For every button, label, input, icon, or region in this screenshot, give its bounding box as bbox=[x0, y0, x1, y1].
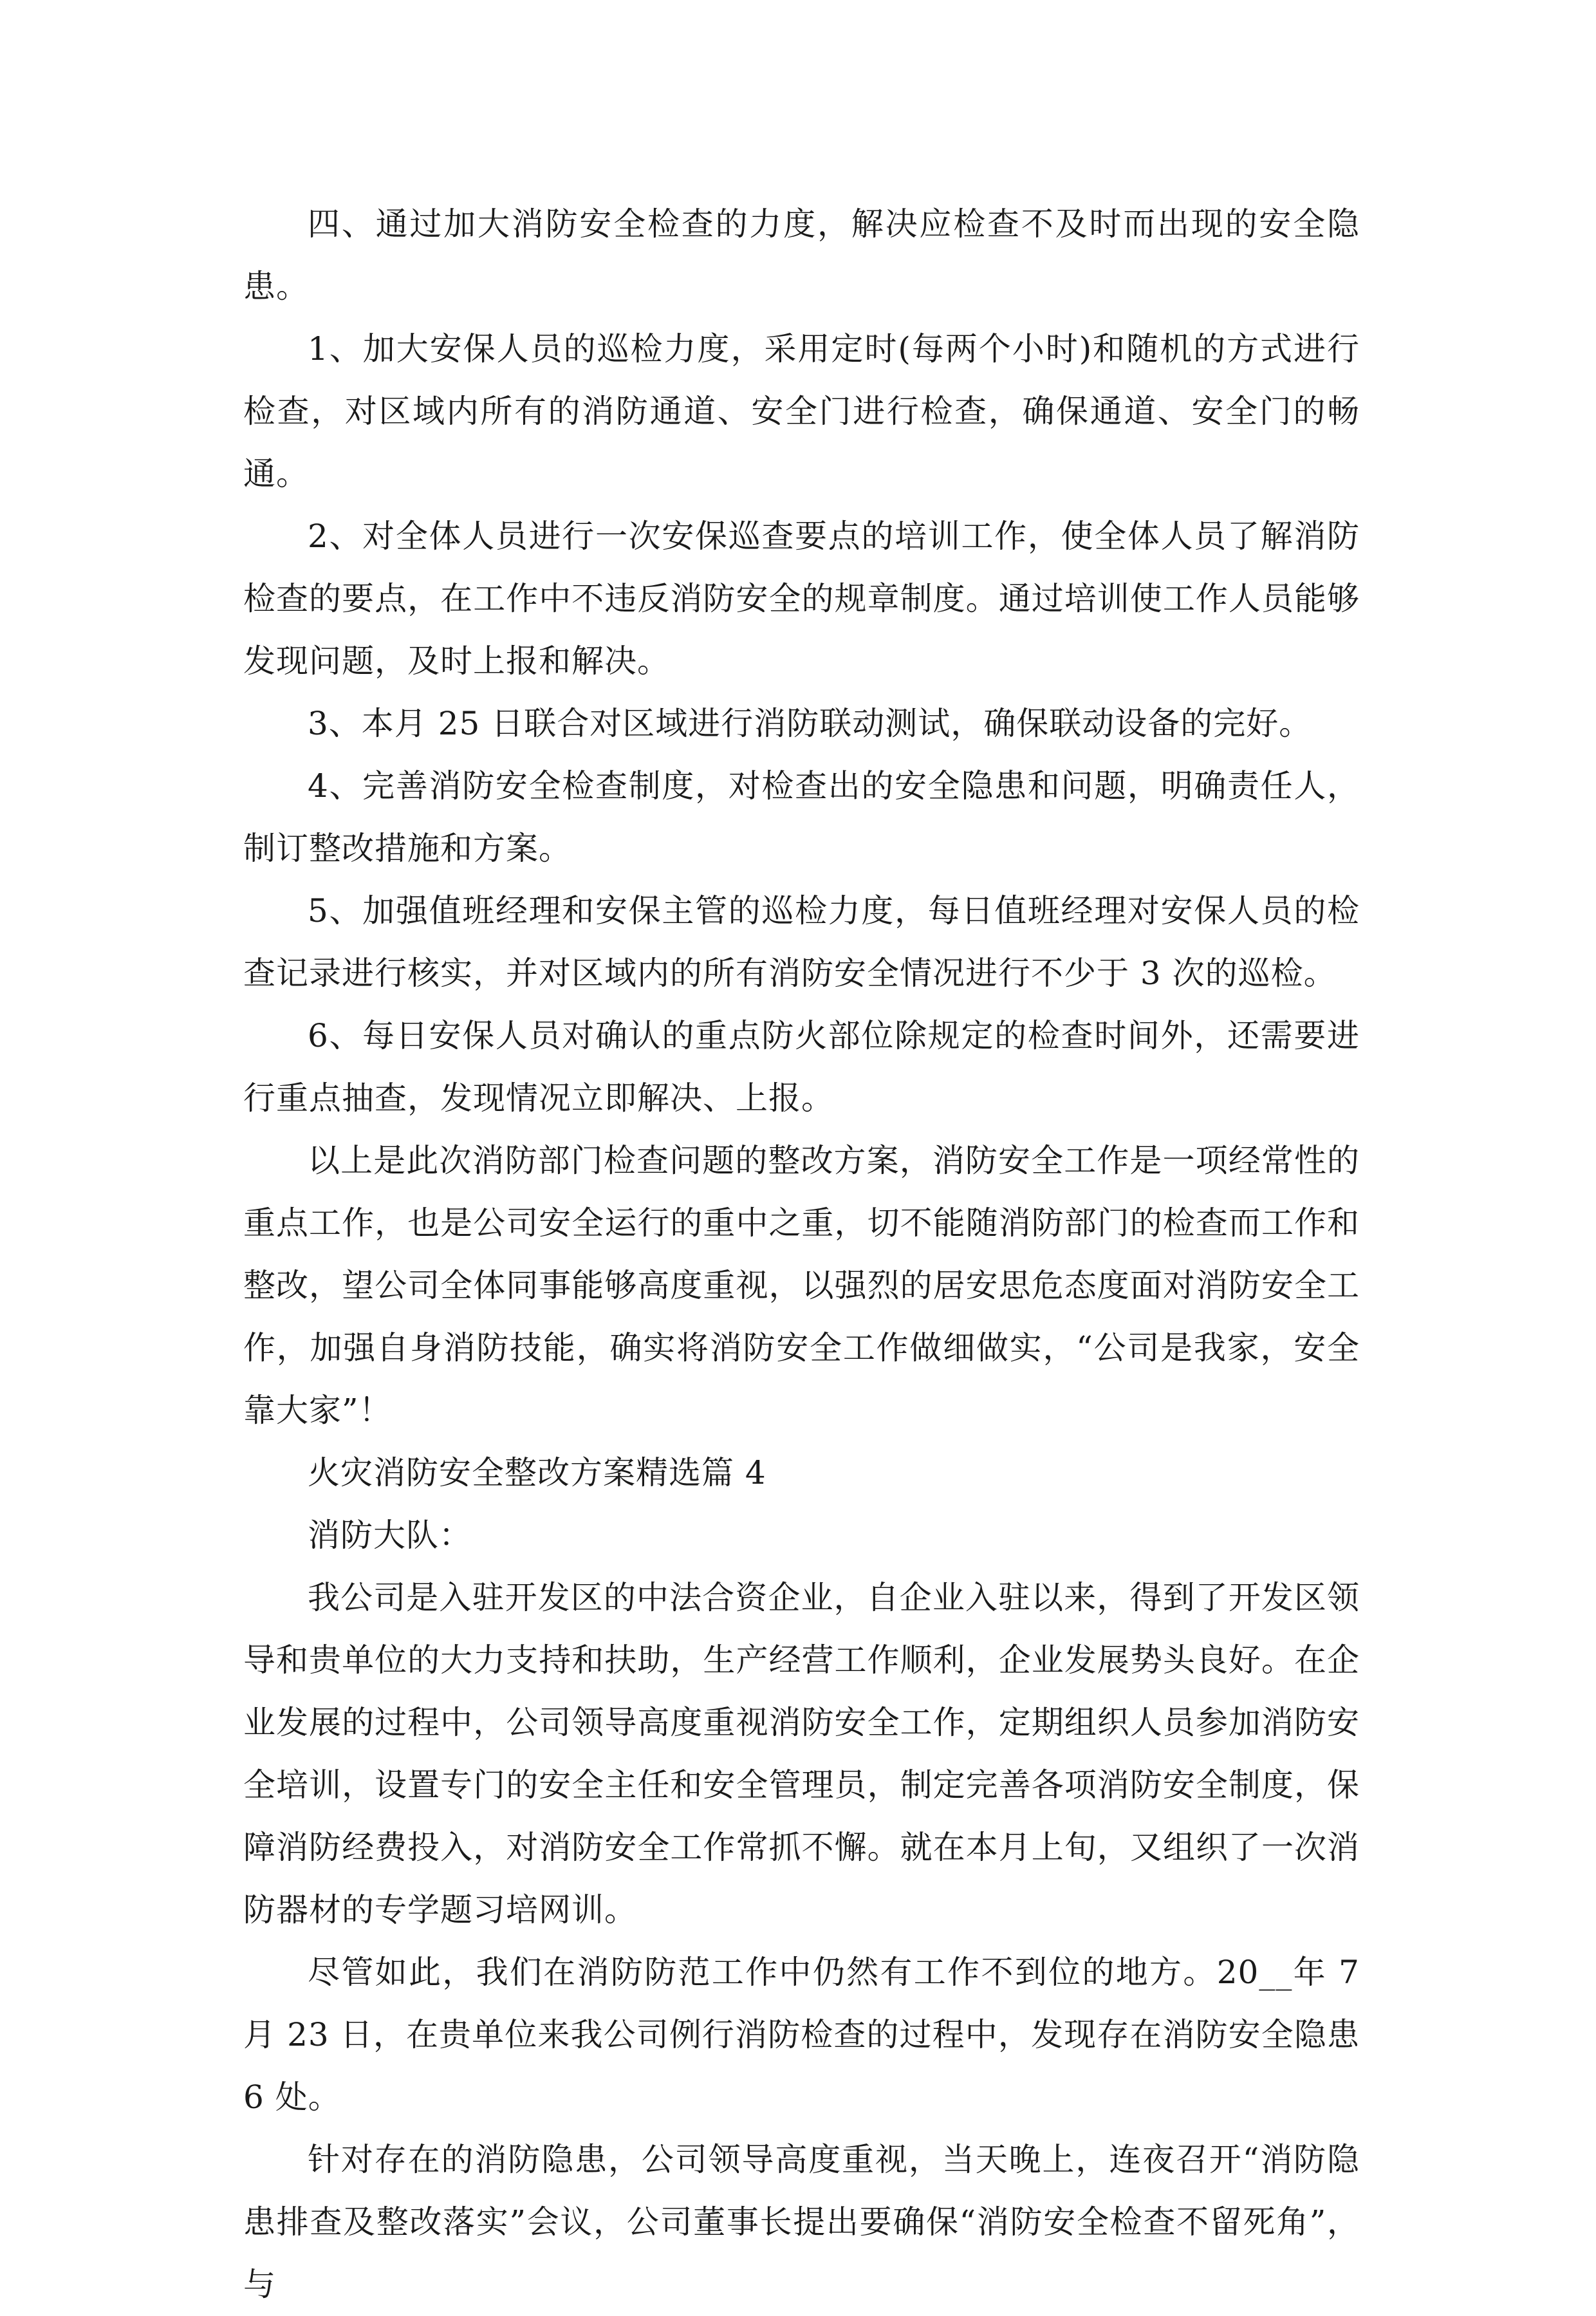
paragraph-response: 针对存在的消防隐患，公司领导高度重视，当天晚上，连夜召开“消防隐患排查及整改落实”会议，公司董事长提出要确保“消防安全检查不留死角”，与 bbox=[243, 2141, 1360, 2303]
paragraph-item-6: 6、每日安保人员对确认的重点防火部位除规定的检查时间外，还需要进行重点抽查，发现情况立即解决、上报。 bbox=[243, 1017, 1360, 1117]
paragraph-inspection: 尽管如此，我们在消防防范工作中仍然有工作不到位的地方。20__年 7 月 23 日，在贵单位来我公司例行消防检查的过程中，发现存在消防安全隐患 6 处。 bbox=[243, 1954, 1360, 2116]
paragraph-item-3: 3、本月 25 日联合对区域进行消防联动测试，确保联动设备的完好。 bbox=[308, 705, 1312, 742]
paragraph-summary: 以上是此次消防部门检查问题的整改方案，消防安全工作是一项经常性的重点工作，也是公司安全运行的重中之重，切不能随消防部门的检查而工作和整改，望公司全体同事能够高度重视，以强烈的居安思危态度面对消防安全工作，加强自身消防技能，确实将消防安全工作做细做实，“公司是我家，安全靠大家”！ bbox=[243, 1142, 1360, 1429]
section-heading: 火灾消防安全整改方案精选篇 4 bbox=[308, 1454, 766, 1491]
paragraph-item-2: 2、对全体人员进行一次安保巡查要点的培训工作，使全体人员了解消防检查的要点，在工作中不违反消防安全的规章制度。通过培训使工作人员能够发现问题，及时上报和解决。 bbox=[243, 518, 1360, 680]
document-body bbox=[243, 193, 1360, 2316]
paragraph-item-5: 5、加强值班经理和安保主管的巡检力度，每日值班经理对安保人员的检查记录进行核实，并对区域内的所有消防安全情况进行不少于 3 次的巡检。 bbox=[243, 892, 1360, 992]
paragraph-item-1: 1、加大安保人员的巡检力度，采用定时(每两个小时)和随机的方式进行检查，对区域内所有的消防通道、安全门进行检查，确保通道、安全门的畅通。 bbox=[243, 330, 1360, 492]
letter-salutation: 消防大队： bbox=[308, 1517, 472, 1554]
paragraph-item-4: 4、完善消防安全检查制度，对检查出的安全隐患和问题，明确责任人，制订整改措施和方案。 bbox=[243, 767, 1360, 867]
paragraph-section-four: 四、通过加大消防安全检查的力度，解决应检查不及时而出现的安全隐患。 bbox=[243, 205, 1360, 305]
paragraph-company-intro: 我公司是入驻开发区的中法合资企业，自企业入驻以来，得到了开发区领导和贵单位的大力支持和扶助，生产经营工作顺利，企业发展势头良好。在企业发展的过程中，公司领导高度重视消防安全工作，定期组织人员参加消防安全培训，设置专门的安全主任和安全管理员，制定完善各项消防安全制度，保障消防经费投入，对消防安全工作常抓不懈。就在本月上旬，又组织了一次消防器材的专学题习培网训。 bbox=[243, 1579, 1360, 1928]
